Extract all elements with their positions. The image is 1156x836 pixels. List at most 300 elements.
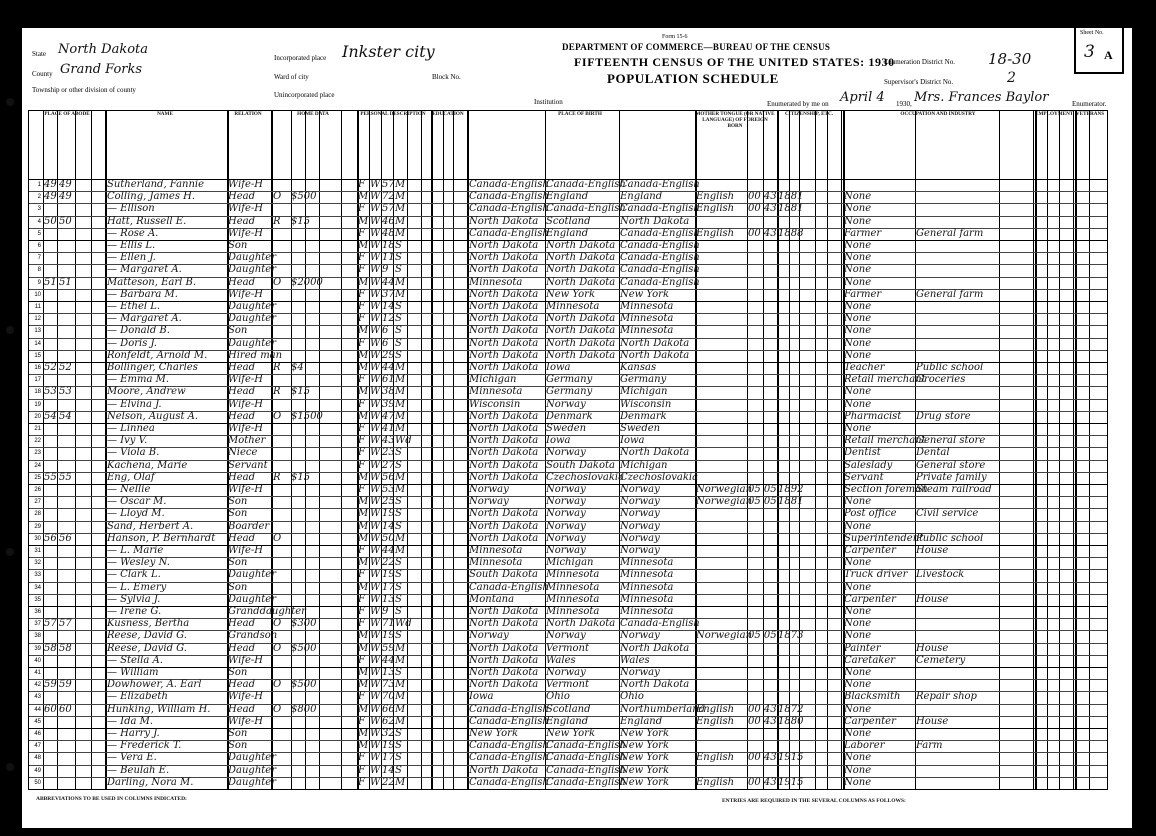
birthplace-father: Canada-English [546, 179, 626, 190]
binder-hole [6, 98, 14, 106]
race: W [370, 337, 381, 349]
relation: Head [228, 618, 256, 630]
marital-status: M [395, 227, 406, 239]
relation: Head [228, 642, 256, 654]
occupation: None [844, 191, 872, 203]
birthplace-person: Iowa [469, 691, 494, 703]
block-label: Block No. [432, 73, 461, 81]
sex: M [358, 191, 369, 203]
birthplace-mother: Iowa [620, 435, 645, 447]
marital-status: Wd [395, 618, 412, 630]
marital-status: S [395, 606, 402, 617]
occupation: None [844, 276, 872, 288]
birthplace-person: Minnesota [469, 557, 523, 569]
marital-status: S [395, 520, 402, 532]
occupation: Section foreman [844, 484, 928, 495]
immigration-year: 1872 [778, 703, 804, 715]
birthplace-father: Iowa [546, 435, 571, 447]
person-name: Moore, Andrew [107, 386, 186, 398]
inc-place-value: Inkster city [342, 42, 435, 61]
ward-label: Ward of city [274, 73, 309, 81]
relation: Daughter [228, 264, 276, 276]
marital-status: M [395, 215, 406, 227]
row-number: 37 [34, 621, 41, 628]
race: W [370, 435, 381, 447]
marital-status: S [395, 240, 402, 251]
person-name: — Elizabeth [107, 691, 168, 703]
dwelling-number: 52 [44, 362, 57, 373]
relation: Wife-H [228, 691, 264, 703]
person-name: Dowhower, A. Earl [107, 679, 202, 691]
marital-status: M [395, 703, 406, 715]
race: W [370, 740, 381, 752]
birthplace-person: North Dakota [469, 337, 539, 349]
occupation: None [844, 398, 872, 410]
language-code: 00 43 [748, 715, 777, 727]
row-number: 43 [34, 694, 41, 701]
race: W [370, 423, 381, 434]
occupation: None [844, 752, 872, 764]
birthplace-mother: Denmark [620, 410, 667, 422]
age: 32 [382, 728, 395, 739]
birthplace-father: Denmark [546, 410, 593, 422]
birthplace-mother: New York [620, 740, 669, 752]
row-number: 48 [34, 755, 41, 762]
person-name: — Vera E. [107, 752, 157, 764]
race: W [370, 776, 381, 788]
family-number: 58 [59, 642, 72, 654]
dwelling-number: 59 [44, 679, 57, 691]
age: 17 [382, 581, 395, 593]
occupation: None [844, 557, 872, 569]
marital-status: M [395, 532, 406, 544]
birthplace-mother: North Dakota [620, 337, 690, 349]
marital-status: M [395, 715, 406, 727]
race: W [370, 264, 381, 276]
abbreviations-title: ABBREVIATIONS TO BE USED IN COLUMNS INDICATED: [36, 796, 187, 802]
industry: Cemetery [916, 654, 966, 666]
race: W [370, 557, 381, 569]
person-name: Sutherland, Fannie [107, 179, 205, 190]
age: 9 [382, 264, 389, 276]
person-name: — Irene G. [107, 606, 162, 617]
language-code: 00 43 [748, 191, 777, 203]
age: 38 [382, 386, 395, 398]
sex: F [358, 288, 365, 300]
relation: Son [228, 740, 248, 752]
col-personal: PERSONAL DESCRIPTION [360, 111, 426, 117]
relation: Son [228, 667, 248, 678]
sex: M [358, 325, 369, 337]
marital-status: M [395, 398, 406, 410]
birthplace-person: Canada-English [469, 227, 549, 239]
age: 13 [382, 593, 395, 605]
race: W [370, 618, 381, 630]
row-number: 17 [34, 377, 41, 384]
col-relation: RELATION [234, 111, 262, 117]
marital-status: M [395, 642, 406, 654]
birthplace-father: Wales [546, 654, 576, 666]
age: 44 [382, 654, 395, 666]
birthplace-father: Canada-English [546, 203, 626, 215]
row-number: 11 [34, 304, 41, 310]
col-citizenship: CITIZENSHIP, ETC. [784, 111, 834, 117]
birthplace-father: Norway [546, 667, 586, 678]
occupation: None [844, 630, 872, 642]
immigration-year: 1881 [778, 191, 804, 203]
sex: M [358, 362, 369, 373]
birthplace-father: Norway [546, 520, 586, 532]
mother-tongue: English [696, 703, 735, 715]
institution-label: Institution [534, 98, 563, 106]
person-name: — Emma M. [107, 374, 170, 386]
race: W [370, 630, 381, 642]
birthplace-person: Montana [469, 593, 515, 605]
relation: Son [228, 581, 248, 593]
birthplace-father: Norway [546, 496, 586, 508]
home-owned: O [273, 679, 282, 691]
marital-status: M [395, 484, 406, 495]
person-name: — Beulah E. [107, 764, 170, 776]
marital-status: M [395, 276, 406, 288]
occupation: Teacher [844, 362, 885, 373]
occupation: None [844, 520, 872, 532]
relation: Head [228, 532, 256, 544]
col-mother-tongue: MOTHER TONGUE (OR NATIVE LANGUAGE) OF FOREIGN BORN [695, 111, 775, 129]
occupation: Caretaker [844, 654, 896, 666]
immigration-year: 1915 [778, 752, 804, 764]
birthplace-mother: Minnesota [620, 325, 674, 337]
birthplace-father: Norway [546, 447, 586, 459]
marital-status: S [395, 569, 402, 581]
sex: F [358, 264, 365, 276]
birthplace-mother: Wales [620, 654, 650, 666]
marital-status: S [395, 301, 402, 312]
age: 61 [382, 374, 395, 386]
sex: M [358, 240, 369, 251]
age: 71 [382, 618, 395, 630]
person-name: — L. Emery [107, 581, 167, 593]
person-name: Hatt, Russell E. [107, 215, 187, 227]
industry: Livestock [916, 569, 965, 581]
birthplace-father: England [546, 715, 589, 727]
dwelling-number: 60 [44, 703, 57, 715]
birthplace-mother: New York [620, 288, 669, 300]
sex: M [358, 410, 369, 422]
relation: Daughter [228, 593, 276, 605]
dwelling-number: 51 [44, 276, 57, 288]
home-owned: O [273, 191, 282, 203]
relation: Daughter [228, 337, 276, 349]
age: 56 [382, 471, 395, 483]
birthplace-mother: North Dakota [620, 679, 690, 691]
age: 44 [382, 545, 395, 556]
race: W [370, 325, 381, 337]
birthplace-person: North Dakota [469, 618, 539, 630]
home-value: $15 [291, 386, 311, 398]
home-owned: O [273, 410, 282, 422]
row-number: 8 [37, 267, 41, 274]
marital-status: S [395, 496, 402, 508]
relation: Head [228, 410, 256, 422]
occupation: None [844, 667, 872, 678]
race: W [370, 496, 381, 508]
birthplace-father: Scotland [546, 703, 591, 715]
row-number: 32 [34, 560, 41, 567]
dwelling-number: 58 [44, 642, 57, 654]
age: 14 [382, 520, 395, 532]
marital-status: M [395, 374, 406, 386]
relation: Wife-H [228, 545, 264, 556]
birthplace-father: Vermont [546, 642, 589, 654]
relation: Daughter [228, 776, 276, 788]
age: 25 [382, 496, 395, 508]
state-label: State [32, 50, 46, 58]
sex: M [358, 581, 369, 593]
marital-status: M [395, 288, 406, 300]
family-number: 49 [59, 191, 72, 203]
occupation: Carpenter [844, 593, 896, 605]
occupation: Pharmacist [844, 410, 902, 422]
home-owned: O [273, 532, 282, 544]
person-name: — Doris J. [107, 337, 157, 349]
birthplace-person: Canada-English [469, 752, 549, 764]
marital-status: M [395, 386, 406, 398]
sex: M [358, 508, 369, 520]
relation: Wife-H [228, 398, 264, 410]
person-name: — Wesley N. [107, 557, 170, 569]
person-name: Nelson, August A. [107, 410, 199, 422]
row-number: 50 [34, 779, 41, 786]
language-code: 00 43 [748, 227, 777, 239]
family-number: 54 [59, 410, 72, 422]
home-owned: O [273, 642, 282, 654]
race: W [370, 752, 381, 764]
birthplace-person: Canada-English [469, 715, 549, 727]
home-owned: R [273, 362, 281, 373]
race: W [370, 179, 381, 190]
marital-status: M [395, 691, 406, 703]
race: W [370, 349, 381, 361]
row-number: 16 [34, 365, 41, 371]
race: W [370, 313, 381, 325]
row-number: 29 [34, 523, 41, 530]
dwelling-number: 53 [44, 386, 57, 398]
home-value: $500 [291, 679, 317, 691]
relation: Grandson [228, 630, 278, 642]
occupation: None [844, 386, 872, 398]
age: 22 [382, 776, 395, 788]
home-owned: R [273, 471, 281, 483]
sex: F [358, 435, 365, 447]
race: W [370, 447, 381, 459]
marital-status: M [395, 545, 406, 556]
family-number: 55 [59, 471, 72, 483]
dwelling-number: 54 [44, 410, 57, 422]
industry: House [916, 593, 949, 605]
race: W [370, 398, 381, 410]
marital-status: S [395, 581, 402, 593]
race: W [370, 703, 381, 715]
birthplace-person: Canada-English [469, 203, 549, 215]
age: 53 [382, 484, 395, 495]
birthplace-person: Minnesota [469, 276, 523, 288]
race: W [370, 227, 381, 239]
occupation: None [844, 728, 872, 739]
sex: M [358, 386, 369, 398]
age: 6 [382, 337, 389, 349]
col-place-of-abode: PLACE OF ABODE [44, 111, 90, 117]
birthplace-person: North Dakota [469, 654, 539, 666]
birthplace-mother: England [620, 715, 663, 727]
birthplace-father: Scotland [546, 215, 591, 227]
race: W [370, 471, 381, 483]
age: 62 [382, 715, 395, 727]
family-number: 50 [59, 215, 72, 227]
enumerated-label: Enumerated by me on [767, 100, 829, 108]
dwelling-number: 56 [44, 532, 57, 544]
sex: F [358, 776, 365, 788]
birthplace-mother: Norway [620, 545, 660, 556]
enum-district-label: Enumeration District No. [884, 58, 955, 66]
birthplace-person: North Dakota [469, 325, 539, 337]
birthplace-mother: Norway [620, 520, 660, 532]
occupation: Post office [844, 508, 897, 520]
home-owned: O [273, 618, 282, 630]
age: 14 [382, 301, 395, 312]
sheet-label: Sheet No. [1080, 30, 1104, 36]
row-number: 28 [34, 511, 41, 518]
occupation: None [844, 301, 872, 312]
birthplace-father: Minnesota [546, 301, 600, 312]
birthplace-father: Iowa [546, 362, 571, 373]
enum-district-value: 18-30 [988, 50, 1032, 68]
occupation: Truck driver [844, 569, 908, 581]
birthplace-mother: Germany [620, 374, 667, 386]
birthplace-person: North Dakota [469, 520, 539, 532]
age: 73 [382, 679, 395, 691]
occupation: Retail merchant [844, 374, 926, 386]
sheet-number: 3 [1084, 42, 1095, 62]
birthplace-person: North Dakota [469, 288, 539, 300]
marital-status: S [395, 252, 402, 264]
occupation: Painter [844, 642, 881, 654]
relation: Hired man [228, 349, 283, 361]
home-value: $300 [291, 618, 317, 630]
enumerator-name: Mrs. Frances Baylor [914, 90, 1049, 105]
sex: F [358, 569, 365, 581]
relation: Wife-H [228, 203, 264, 215]
age: 19 [382, 630, 395, 642]
birthplace-mother: Canada-English [620, 203, 700, 215]
mother-tongue: English [696, 715, 735, 727]
person-name: — Rose A. [107, 227, 159, 239]
immigration-year: 1892 [778, 484, 804, 495]
relation: Wife-H [228, 179, 264, 190]
state-value: North Dakota [58, 42, 148, 57]
row-number: 38 [34, 633, 41, 640]
binder-hole [6, 548, 14, 556]
age: 18 [382, 240, 395, 251]
age: 37 [382, 288, 395, 300]
family-number: 56 [59, 532, 72, 544]
marital-status: S [395, 557, 402, 569]
birthplace-person: Minnesota [469, 386, 523, 398]
birthplace-mother: Czechoslovakia [620, 471, 699, 483]
birthplace-mother: Canada-English [620, 276, 700, 288]
age: 13 [382, 667, 395, 678]
race: W [370, 362, 381, 373]
relation: Son [228, 496, 248, 508]
home-owned: R [273, 215, 281, 227]
birthplace-person: Canada-English [469, 581, 549, 593]
industry: General farm [916, 288, 984, 300]
dwelling-number: 57 [44, 618, 57, 630]
row-number: 44 [34, 706, 41, 713]
birthplace-father: North Dakota [546, 252, 616, 264]
age: 19 [382, 740, 395, 752]
occupation: Farmer [844, 227, 882, 239]
birthplace-father: Norway [546, 630, 586, 642]
sex: F [358, 423, 365, 434]
person-name: — Viola B. [107, 447, 160, 459]
relation: Boarder [228, 520, 270, 532]
relation: Head [228, 679, 256, 691]
dwelling-number: 55 [44, 471, 57, 483]
age: 57 [382, 203, 395, 215]
birthplace-mother: New York [620, 764, 669, 776]
relation: Daughter [228, 301, 276, 312]
person-name: Sand, Herbert A. [107, 520, 194, 532]
occupation: Retail merchant [844, 435, 926, 447]
birthplace-mother: Norway [620, 630, 660, 642]
race: W [370, 374, 381, 386]
occupation: Saleslady [844, 459, 893, 471]
row-number: 4 [37, 218, 41, 225]
relation: Niece [228, 447, 258, 459]
industry: General store [916, 435, 986, 447]
birthplace-father: Michigan [546, 557, 594, 569]
industry: Repair shop [916, 691, 977, 703]
relation: Head [228, 215, 256, 227]
language-code: 00 43 [748, 203, 777, 215]
relation: Daughter [228, 752, 276, 764]
birthplace-mother: Norway [620, 532, 660, 544]
marital-status: S [395, 764, 402, 776]
mother-tongue: English [696, 203, 735, 215]
mother-tongue: Norwegian [696, 496, 753, 508]
birthplace-mother: Kansas [620, 362, 657, 373]
industry: Drug store [916, 410, 971, 422]
col-education: EDUCATION [432, 111, 464, 117]
race: W [370, 410, 381, 422]
row-number: 13 [34, 328, 41, 335]
person-name: Hanson, P. Bernhardt [107, 532, 216, 544]
birthplace-mother: England [620, 191, 663, 203]
sex: M [358, 728, 369, 739]
col-name: NAME [157, 111, 173, 117]
marital-status: S [395, 728, 402, 739]
supervisor-value: 2 [1007, 70, 1016, 86]
birthplace-father: Vermont [546, 679, 589, 691]
person-name: — Ethel L. [107, 301, 161, 312]
person-name: — Barbara M. [107, 288, 178, 300]
birthplace-mother: Norway [620, 508, 660, 520]
person-name: — Stella A. [107, 654, 163, 666]
birthplace-mother: Canada-English [620, 264, 700, 276]
industry: Private family [916, 471, 987, 483]
marital-status: S [395, 508, 402, 520]
